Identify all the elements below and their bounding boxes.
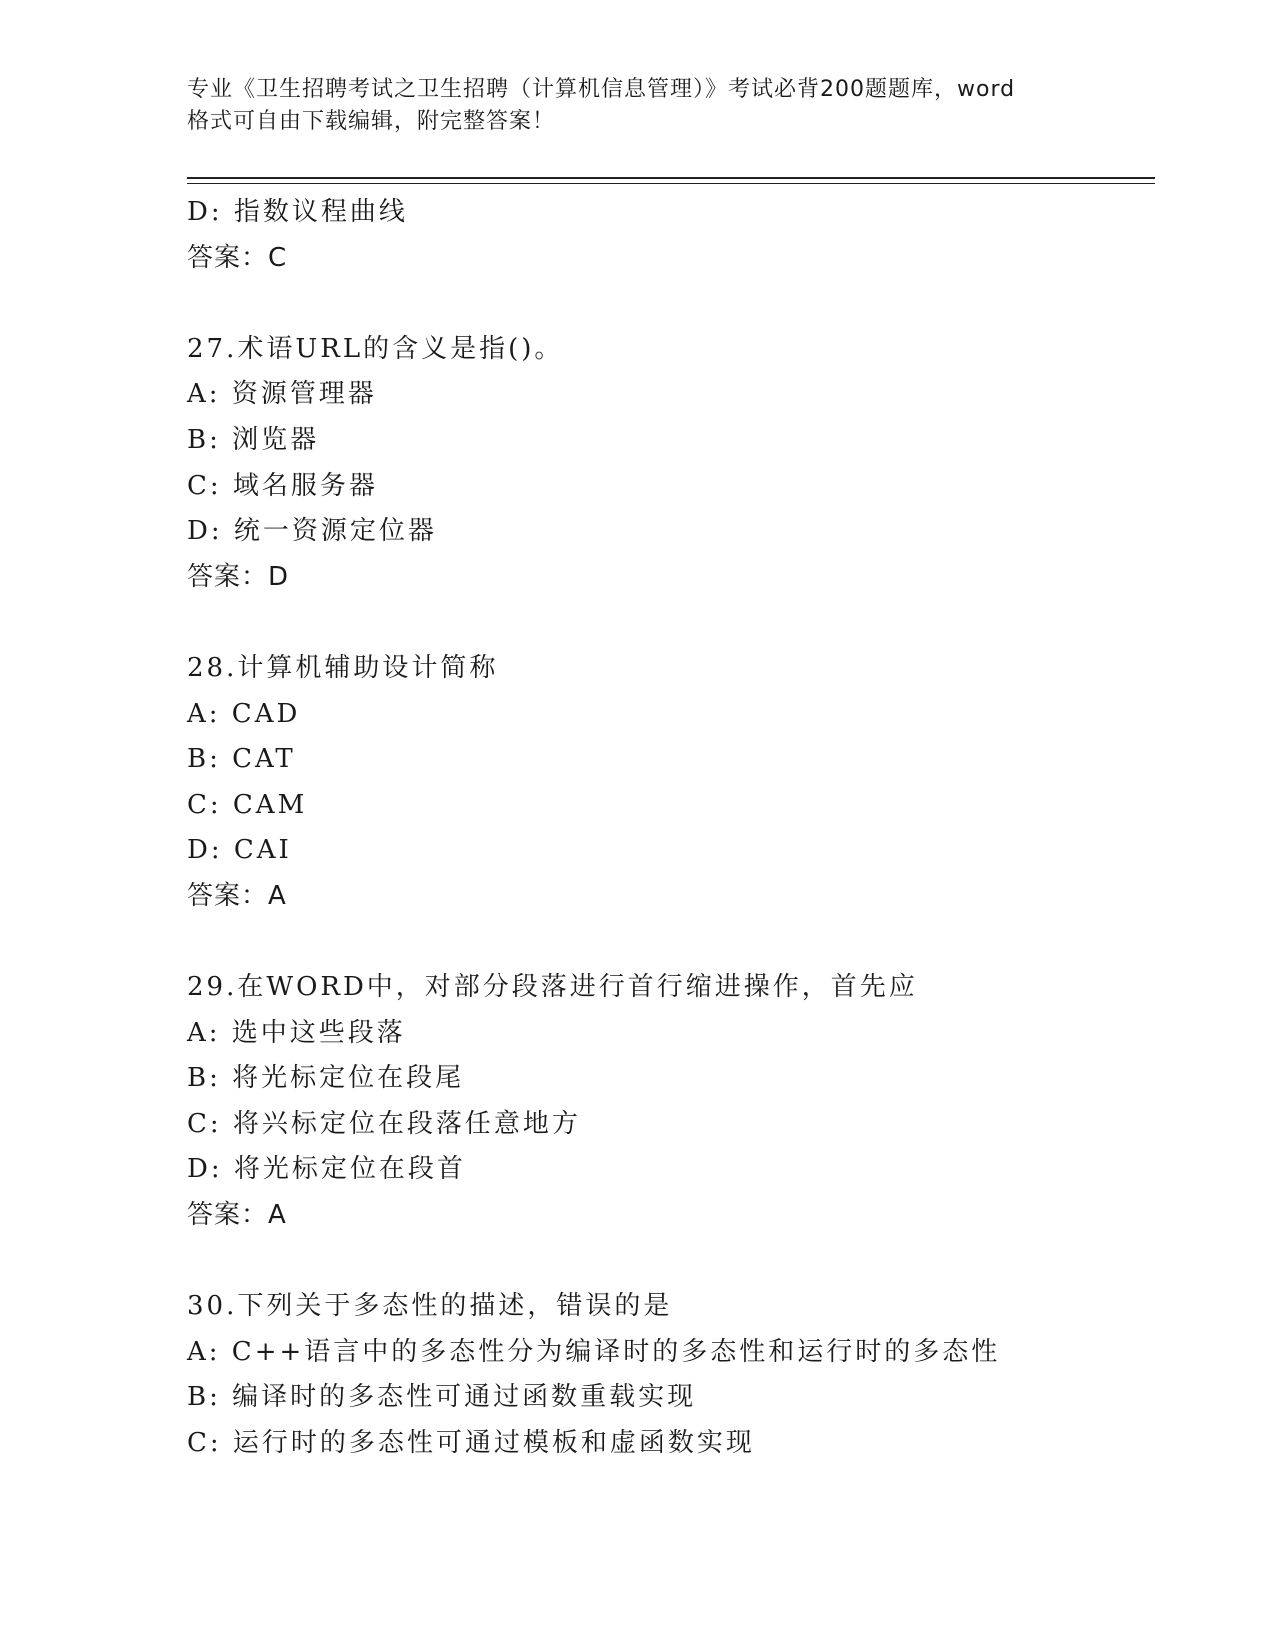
option-text: B: CAT: [187, 744, 296, 775]
option-text: C: 将兴标定位在段落任意地方: [187, 1108, 581, 1139]
option-text: D: 指数议程曲线: [187, 197, 408, 227]
option-text: B: 编译时的多态性可通过函数重载实现: [187, 1382, 697, 1413]
answer-text: 答案：A: [187, 1200, 287, 1231]
spacer: [187, 600, 1155, 646]
option-text: D: 统一资源定位器: [187, 516, 437, 547]
option-text: C: 运行时的多态性可通过模板和虚函数实现: [187, 1428, 755, 1459]
spacer: [187, 920, 1155, 966]
question-text: 29.在WORD中，对部分段落进行首行缩进操作，首先应: [187, 972, 918, 1003]
option-text: C: 域名服务器: [187, 470, 378, 501]
header-line-1: 专业《卫生招聘考试之卫生招聘（计算机信息管理）》考试必背200题题库，word: [187, 77, 1016, 102]
question-text: 27.术语URL的含义是指()。: [187, 333, 564, 364]
question-list: [187, 190, 1155, 1467]
option-text: B: 将光标定位在段尾: [187, 1063, 465, 1094]
option-text: A: 资源管理器: [187, 379, 377, 410]
header-line-2: 格式可自由下载编辑，附完整答案！: [187, 109, 556, 134]
header-divider-thin: [187, 183, 1155, 184]
spacer: [187, 281, 1155, 327]
spacer: [187, 1239, 1155, 1285]
header-divider-thick: [187, 177, 1155, 179]
option-text: D: 将光标定位在段首: [187, 1154, 466, 1185]
option-text: C: CAM: [187, 789, 308, 820]
option-text: A: C++语言中的多态性分为编译时的多态性和运行时的多态性: [187, 1336, 1001, 1367]
answer-text: 答案：C: [187, 242, 288, 273]
option-text: B: 浏览器: [187, 424, 320, 455]
option-text: A: 选中这些段落: [187, 1017, 406, 1048]
question-text: 30.下列关于多态性的描述，错误的是: [187, 1291, 673, 1322]
option-text: D: CAI: [187, 835, 292, 866]
option-text: A: CAD: [187, 698, 301, 729]
answer-text: 答案：D: [187, 561, 290, 592]
document-header: [187, 74, 1087, 138]
question-text: 28.计算机辅助设计简称: [187, 652, 499, 683]
answer-text: 答案：A: [187, 880, 287, 911]
